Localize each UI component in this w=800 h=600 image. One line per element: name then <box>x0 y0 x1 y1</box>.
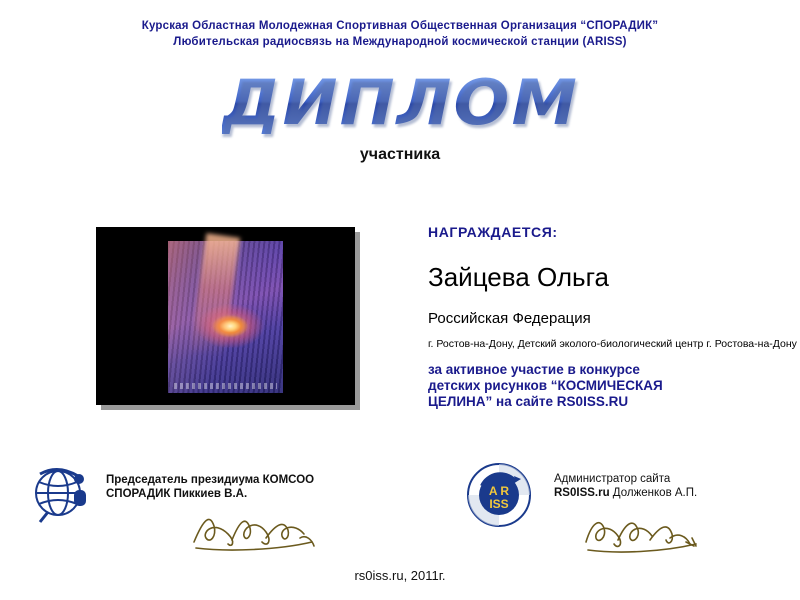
recipient-country: Российская Федерация <box>428 310 591 327</box>
page-title-wrap <box>0 66 800 139</box>
award-reason-line-2: детских рисунков “КОСМИЧЕСКАЯ <box>428 378 663 393</box>
right-handwritten-signature <box>582 512 702 558</box>
left-signatory-line-1: Председатель президиума КОМСОО <box>106 474 315 486</box>
page-title: ДИПЛОМ <box>221 66 579 139</box>
right-signatory-site: RS0ISS.ru <box>554 487 610 499</box>
left-signatory-line-2: СПОРАДИК Пиккиев В.А. <box>106 488 248 500</box>
awarded-label: НАГРАЖДАЕТСЯ: <box>428 224 558 240</box>
left-handwritten-signature <box>188 508 318 556</box>
organization-header <box>0 18 800 50</box>
svg-text:ISS: ISS <box>489 497 509 511</box>
recipient-organization: г. Ростов-на-Дону, Детский эколого-биологический центр г. Ростова-на-Дону <box>428 338 797 350</box>
award-reason <box>428 362 778 410</box>
award-reason-line-3: ЦЕЛИНА” на сайте RS0ISS.RU <box>428 394 629 409</box>
artwork-frame <box>96 227 355 405</box>
artwork-caption-strip <box>174 383 277 389</box>
right-signatory-name: Долженков А.П. <box>609 487 698 499</box>
award-reason-line-1: за активное участие в конкурсе <box>428 362 640 377</box>
artwork-streak <box>190 233 240 357</box>
sporadic-globe-logo-icon <box>28 460 94 526</box>
right-signatory-text <box>554 472 697 500</box>
header-line-1: Курская Областная Молодежная Спортивная Общественная Организация “СПОРАДИК” <box>141 20 659 32</box>
ariss-logo-icon <box>466 462 532 528</box>
recipient-name: Зайцева Ольга <box>428 262 609 292</box>
footer-text: rs0iss.ru, 2011г. <box>354 568 446 583</box>
right-signatory-line-2 <box>554 486 697 500</box>
right-signatory-line-1: Администратор сайта <box>554 473 671 485</box>
left-signatory-text <box>106 473 314 501</box>
svg-text:A R: A R <box>488 484 510 498</box>
artwork-image <box>168 241 283 393</box>
page-subtitle: участника <box>359 146 441 163</box>
header-line-2: Любительская радиосвязь на Международной космической станции (ARISS) <box>173 36 627 48</box>
